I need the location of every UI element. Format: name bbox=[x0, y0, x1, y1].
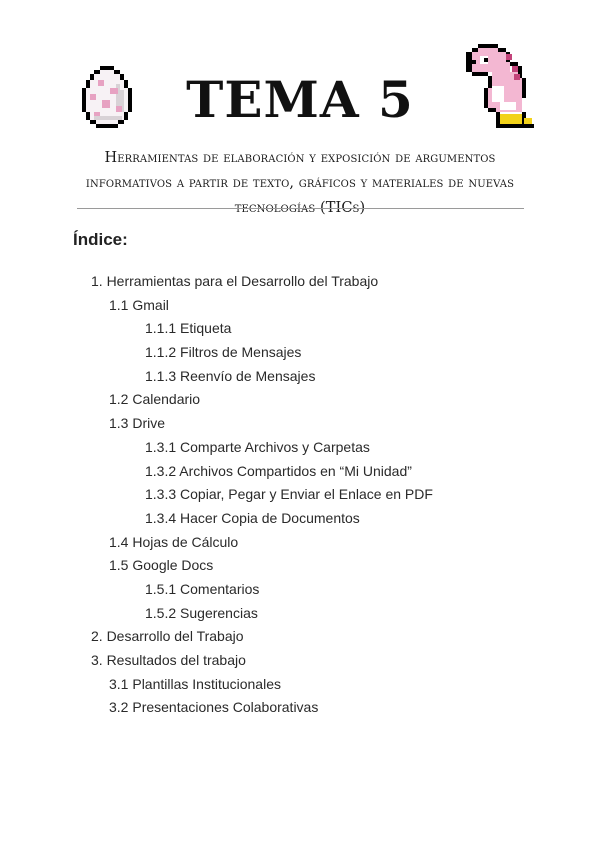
toc-item: 3. Resultados del trabajo bbox=[91, 652, 246, 668]
toc-item: 1.5 Google Docs bbox=[109, 557, 214, 574]
toc-item: 1.3.4 Hacer Copia de Documentos bbox=[145, 509, 360, 526]
toc-item: 1. Herramientas para el Desarrollo del Trabajo bbox=[91, 273, 379, 289]
toc-item: 1.2 Calendario bbox=[109, 391, 201, 408]
toc-item: 1.5.1 Comentarios bbox=[145, 580, 260, 597]
toc-item: 1.4 Hojas de Cálculo bbox=[109, 533, 239, 550]
toc-item: 1.5.2 Sugerencias bbox=[145, 604, 258, 621]
toc-item: 1.3 Drive bbox=[109, 415, 166, 432]
toc-item: 1.3.3 Copiar, Pegar y Enviar el Enlace en PDF bbox=[145, 486, 433, 503]
toc-item: 1.3.2 Archivos Compartidos en “Mi Unidad” bbox=[145, 462, 412, 479]
toc-item: 1.1.3 Reenvío de Mensajes bbox=[145, 367, 316, 384]
table-of-contents bbox=[0, 270, 600, 720]
toc-item: 1.1 Gmail bbox=[109, 296, 169, 313]
page-title: TEMA 5 bbox=[186, 70, 414, 129]
toc-item: 1.1.2 Filtros de Mensajes bbox=[145, 344, 302, 361]
toc-item: 2. Desarrollo del Trabajo bbox=[91, 628, 244, 645]
page-subtitle: Herramientas de elaboración y exposición de argumentos informativos a partir de texto, gráficos y materiales de nuevas tecnologías (TICs) bbox=[85, 150, 515, 216]
index-heading: Índice: bbox=[73, 230, 128, 249]
toc-item: 1.3.1 Comparte Archivos y Carpetas bbox=[145, 438, 370, 455]
toc-item: 3.2 Presentaciones Colaborativas bbox=[109, 699, 319, 716]
toc-item: 3.1 Plantillas Institucionales bbox=[109, 675, 281, 692]
header-divider bbox=[77, 208, 524, 209]
toc-item: 1.1.1 Etiqueta bbox=[145, 320, 232, 337]
